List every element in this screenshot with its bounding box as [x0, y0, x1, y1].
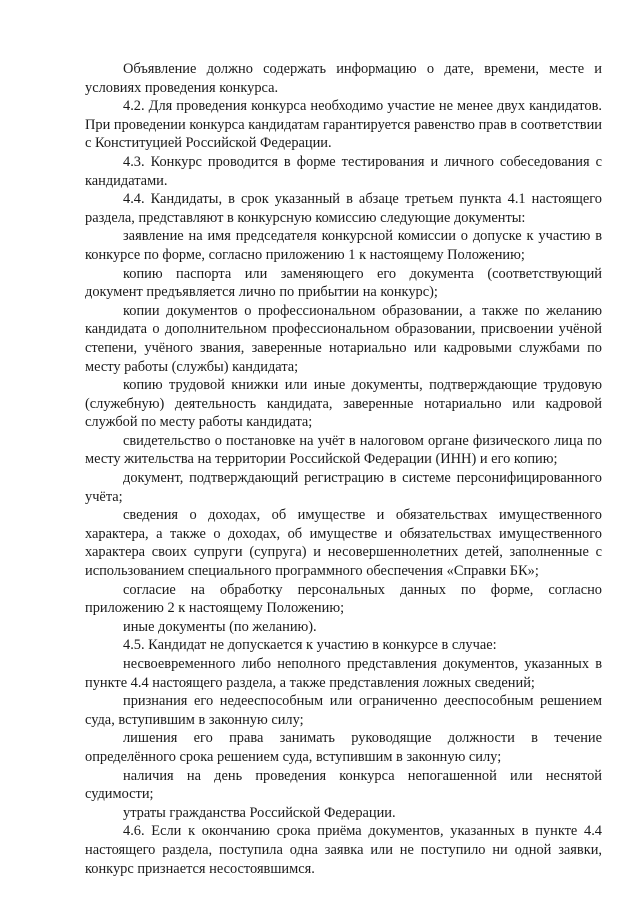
paragraph-announcement-content: Объявление должно содержать информацию о дате, времени, месте и условиях проведения конкурса. — [85, 61, 602, 96]
list-item-employment-record: копию трудовой книжки или иные документы, подтверждающие трудовую (служебную) деятельность кандидата, заверенные нотариально или кадровой службой по месту работы кандидата; — [85, 377, 602, 431]
document-page — [85, 60, 602, 878]
list-item-disqualification: лишения его права занимать руководящие должности в течение определённого срока решением суда, вступившим в законную силу; — [85, 730, 602, 765]
paragraph-4-3: 4.3. Конкурс проводится в форме тестирования и личного собеседования с кандидатами. — [85, 153, 602, 189]
paragraph-4-5: 4.5. Кандидат не допускается к участию в конкурсе в случае: — [123, 637, 497, 654]
list-item-education-documents: копии документов о профессиональном образовании, а также по желанию кандидата о дополнительном профессиональном образовании, присвоении учёной степени, учёного звания, заверенные нотариально или кадровыми службами по месту работы (службы) кандидата; — [85, 302, 602, 375]
list-item-incapacity: признания его недееспособным или ограниченно дееспособным решением суда, вступившим в законную силу; — [85, 693, 602, 728]
list-item-tax-certificate: свидетельство о постановке на учёт в налоговом органе физического лица по месту жительства на территории Российской Федерации (ИНН) и его копию; — [85, 432, 602, 468]
paragraph-4-4: 4.4. Кандидаты, в срок указанный в абзаце третьем пункта 4.1 настоящего раздела, представляют в конкурсную комиссию следующие документы: — [85, 191, 602, 226]
list-item-citizenship-loss: утраты гражданства Российской Федерации. — [123, 804, 396, 821]
list-item-income-information: сведения о доходах, об имуществе и обязательствах имущественного характера, а также о доходах, об имуществе и обязательствах имущественного характера своих супруги (супруга) и несовершеннолетних детей, заполненные с использованием специального программного обеспечения «Справки БК»; — [85, 507, 602, 580]
list-item-application: заявление на имя председателя конкурсной комиссии о допуске к участию в конкурсе по форме, согласно приложению 1 к настоящему Положению; — [85, 228, 602, 263]
list-item-late-submission: несвоевременного либо неполного представления документов, указанных в пункте 4.4 настоящего раздела, а также представления ложных сведений; — [85, 656, 602, 691]
paragraph-4-6: 4.6. Если к окончанию срока приёма документов, указанных в пункте 4.4 настоящего раздела, поступила одна заявка или не поступило ни одной заявки, конкурс признается несостоявшимся. — [85, 823, 602, 877]
list-item-passport-copy: копию паспорта или заменяющего его документа (соответствующий документ предъявляется лично по прибытии на конкурс); — [85, 265, 602, 301]
list-item-personal-data-consent: согласие на обработку персональных данных по форме, согласно приложению 2 к настоящему Положению; — [85, 581, 602, 617]
paragraph-4-2: 4.2. Для проведения конкурса необходимо участие не менее двух кандидатов. При проведении конкурса кандидатам гарантируется равенство прав в соответствии с Конституцией Российской Федерации. — [85, 98, 602, 152]
list-item-other-documents: иные документы (по желанию). — [123, 618, 317, 635]
list-item-criminal-record: наличия на день проведения конкурса непогашенной или неснятой судимости; — [85, 767, 602, 803]
list-item-personalized-accounting: документ, подтверждающий регистрацию в системе персонифицированного учёта; — [85, 470, 602, 505]
